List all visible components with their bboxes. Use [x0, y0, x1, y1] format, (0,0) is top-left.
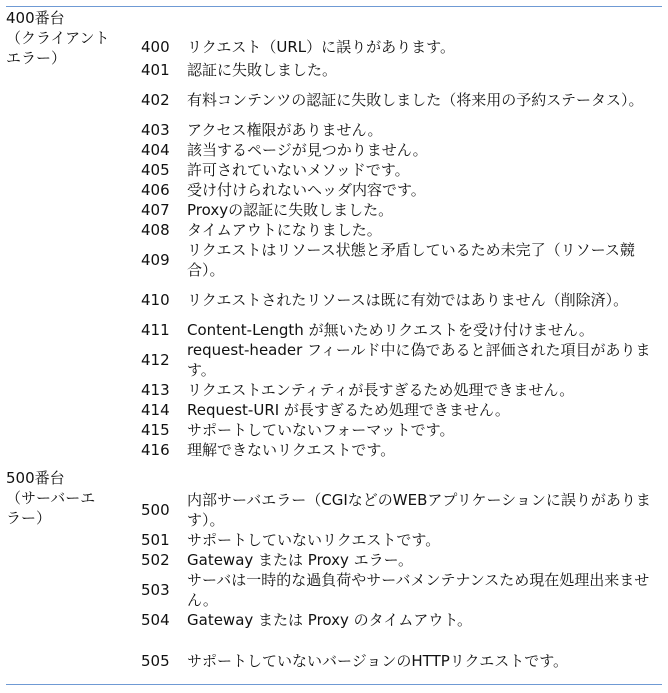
table-row — [141, 120, 661, 140]
table-row — [141, 550, 661, 570]
status-description: リクエストされたリソースは既に有効ではありません（削除済）。 — [187, 291, 629, 309]
table-row — [141, 530, 661, 550]
status-description: Gateway または Proxy のタイムアウト。 — [187, 611, 473, 629]
table-row — [141, 200, 661, 220]
status-description: 許可されていないメソッドです。 — [187, 161, 410, 179]
status-description: 認証に失敗しました。 — [187, 61, 338, 79]
status-code: 502 — [141, 551, 170, 569]
table-row — [141, 570, 661, 610]
status-description: サポートしていないバージョンのHTTPリクエストです。 — [187, 652, 568, 670]
status-code: 504 — [141, 611, 170, 629]
status-description: 該当するページが見つかりません。 — [187, 141, 428, 159]
status-code: 411 — [141, 321, 170, 339]
table-row — [141, 400, 661, 420]
status-code: 413 — [141, 381, 170, 399]
table-row — [141, 60, 661, 80]
table-row — [141, 80, 661, 120]
status-code: 501 — [141, 531, 170, 549]
status-code: 401 — [141, 61, 170, 79]
status-description: Request-URI が長すぎるため処理できません。 — [187, 401, 510, 419]
table-row — [141, 280, 661, 320]
table-row — [141, 320, 661, 340]
status-description: リクエスト（URL）に誤りがあります。 — [187, 38, 455, 56]
category-label-5xx: 500番台 （サーバーエ ラー） — [6, 469, 96, 527]
status-code: 505 — [141, 652, 170, 670]
table-top-border — [6, 6, 662, 7]
status-code: 407 — [141, 201, 170, 219]
status-code: 414 — [141, 401, 170, 419]
status-code: 403 — [141, 121, 170, 139]
status-description: Proxyの認証に失敗しました。 — [187, 201, 394, 219]
status-code: 500 — [141, 501, 170, 519]
table-row — [141, 380, 661, 400]
table-row — [141, 240, 661, 280]
status-code: 416 — [141, 441, 170, 459]
status-description: リクエストエンティティが長すぎるため処理できません。 — [187, 381, 575, 399]
table-row — [141, 630, 661, 692]
status-description: アクセス権限がありません。 — [187, 121, 383, 139]
status-description: Gateway または Proxy エラー。 — [187, 551, 414, 569]
table-row — [141, 440, 661, 460]
table-row — [141, 420, 661, 440]
table-row — [141, 34, 661, 60]
status-code: 406 — [141, 181, 170, 199]
rows-5xx — [141, 490, 661, 692]
status-description: request-header フィールド中に偽であると評価された項目があります。 — [187, 341, 651, 379]
status-description: 受け付けられないヘッダ内容です。 — [187, 181, 426, 199]
status-code: 503 — [141, 581, 170, 599]
status-description: リクエストはリソース状態と矛盾しているため未完了（リソース競合）。 — [187, 241, 635, 279]
status-description: サーバは一時的な過負荷やサーバメンテナンスため現在処理出来ません。 — [187, 571, 650, 609]
status-code: 402 — [141, 91, 170, 109]
status-description: サポートしていないフォーマットです。 — [187, 421, 455, 439]
table-row — [141, 180, 661, 200]
table-row — [141, 490, 661, 530]
status-description: 内部サーバエラー（CGIなどのWEBアプリケーションに誤りがあります）。 — [187, 491, 651, 529]
rows-4xx — [141, 34, 661, 460]
status-description: 理解できないリクエストです。 — [187, 441, 396, 459]
status-code: 408 — [141, 221, 170, 239]
status-description: Content-Length が無いためリクエストを受け付けません。 — [187, 321, 594, 339]
status-code: 404 — [141, 141, 170, 159]
status-code: 415 — [141, 421, 170, 439]
status-description: サポートしていないリクエストです。 — [187, 531, 441, 549]
status-code: 412 — [141, 351, 170, 369]
table-bottom-border — [6, 684, 662, 685]
table-row — [141, 340, 661, 380]
status-code: 405 — [141, 161, 170, 179]
table-row — [141, 610, 661, 630]
table-row — [141, 140, 661, 160]
category-label-4xx: 400番台 （クライアント エラー） — [6, 9, 110, 67]
status-code: 410 — [141, 291, 170, 309]
table-row — [141, 160, 661, 180]
status-description: タイムアウトになりました。 — [187, 221, 382, 239]
status-description: 有料コンテンツの認証に失敗しました（将来用の予約ステータス）。 — [187, 91, 644, 109]
status-code: 400 — [141, 38, 170, 56]
table-row — [141, 220, 661, 240]
status-code: 409 — [141, 251, 170, 269]
